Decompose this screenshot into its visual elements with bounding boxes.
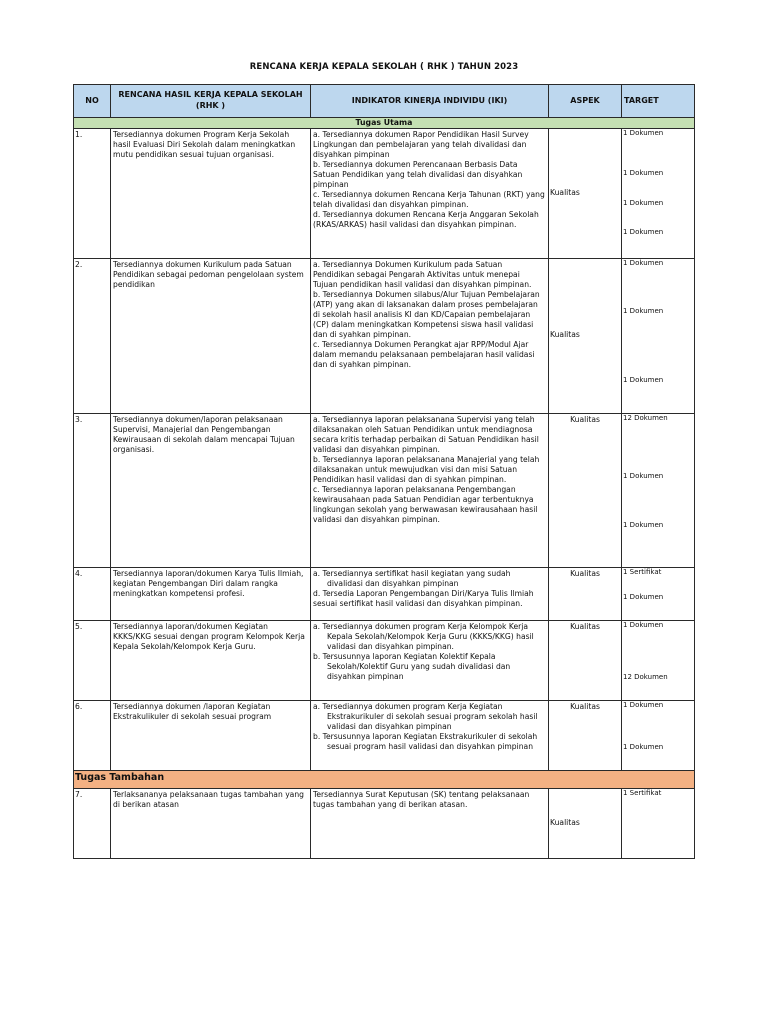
target-value: 1 Dokumen bbox=[623, 259, 664, 268]
table-row bbox=[74, 414, 695, 568]
target-cell bbox=[622, 621, 695, 701]
row-number: 3. bbox=[74, 414, 111, 568]
row-number: 1. bbox=[74, 129, 111, 259]
target-cell bbox=[622, 789, 695, 859]
aspek-cell bbox=[549, 789, 622, 859]
header-aspek: ASPEK bbox=[549, 85, 622, 118]
document-title: RENCANA KERJA KEPALA SEKOLAH ( RHK ) TAHUN 2023 bbox=[249, 62, 519, 72]
iki-item: c. Tersediannya laporan pelaksanana Pengembangan kewirausahaan pada Satuan Pendidian agar terbentuknya lingkungan sekolah yang berwawasan kewirausahaan hasil validasi dan disyahkan pimpinan. bbox=[313, 485, 538, 525]
table-row bbox=[74, 568, 695, 621]
target-value: 1 Sertifikat bbox=[623, 568, 662, 577]
iki-item: b. Tersediannya laporan pelaksanana Manajerial yang telah dilaksanakan untuk mewujudkan visi dan misi Satuan Pendidikan hasil validasi dan di syahkan pimpinan. bbox=[313, 455, 540, 485]
iki-item: c. Tersediannya dokumen Rencana Kerja Tahunan (RKT) yang telah divalidasi dan disyahkan pimpinan. bbox=[313, 190, 545, 210]
aspek-value: Kualitas bbox=[570, 622, 600, 632]
iki-item: a. Tersediannya laporan pelaksanana Supervisi yang telah dilaksanakan oleh Satuan Pendidikan untuk mendiagnosa secara kritis terhadap perbaikan di Satuan Pendidikan hasil validasi dan disyahkan pimpinan. bbox=[313, 415, 539, 455]
iki-item: a. Tersediannya dokumen program Kerja Kelompok Kerja Kepala Sekolah/Kelompok Kerja Guru (KKKS/KKG) hasil validasi dan disyahkan pimpinan. bbox=[313, 622, 534, 652]
aspek-cell bbox=[549, 621, 622, 701]
target-value: 1 Dokumen bbox=[623, 307, 664, 316]
rhk-cell: Tersediannya laporan/dokumen Kegiatan KKKS/KKG sesuai dengan program Kelompok Kerja Kepala Sekolah/Kelompok Kerja Guru. bbox=[111, 621, 311, 701]
iki-item: d. Tersedia Laporan Pengembangan Diri/Karya Tulis Ilmiah sesuai sertifikat hasil validasi dan disyahkan pimpinan. bbox=[313, 589, 534, 609]
target-value: 1 Dokumen bbox=[623, 199, 664, 208]
rhk-cell: Terlaksananya pelaksanaan tugas tambahan yang di berikan atasan bbox=[111, 789, 311, 859]
iki-cell bbox=[311, 129, 549, 259]
aspek-value: Kualitas bbox=[550, 330, 580, 340]
aspek-value: Kualitas bbox=[550, 818, 580, 828]
table-row bbox=[74, 129, 695, 259]
iki-cell bbox=[311, 259, 549, 414]
table-row bbox=[74, 621, 695, 701]
section-label: Tugas Utama bbox=[74, 118, 695, 129]
target-value: 1 Dokumen bbox=[623, 129, 664, 138]
aspek-cell bbox=[549, 568, 622, 621]
target-cell bbox=[622, 701, 695, 771]
iki-cell bbox=[311, 789, 549, 859]
table-row bbox=[74, 259, 695, 414]
iki-item: a. Tersediannya dokumen program Kerja Kegiatan Ekstrakurikuler di sekolah sesuai program sekolah hasil validasi dan disyahkan pimpinan bbox=[313, 702, 538, 732]
iki-item: c. Tersediannya Dokumen Perangkat ajar RPP/Modul Ajar dalam memandu pelaksanaan pembelajaran hasil validasi dan di syahkan pimpinan. bbox=[313, 340, 535, 370]
iki-item: a. Tersediannya Dokumen Kurikulum pada Satuan Pendidikan sebagai Pengarah Aktivitas untuk menepai Tujuan pendidikan hasil validasi dan disyahkan pimpinan. bbox=[313, 260, 532, 290]
iki-item: d. Tersediannya dokumen Rencana Kerja Anggaran Sekolah (RKAS/ARKAS) hasil validasi dan disyahkan pimpinan. bbox=[313, 210, 539, 230]
table-row bbox=[74, 701, 695, 771]
row-number: 5. bbox=[74, 621, 111, 701]
header-target: TARGET bbox=[622, 85, 695, 118]
table-header-row bbox=[74, 85, 695, 118]
target-value: 1 Dokumen bbox=[623, 701, 664, 710]
header-no: NO bbox=[74, 85, 111, 118]
iki-cell bbox=[311, 621, 549, 701]
target-value: 1 Dokumen bbox=[623, 743, 664, 752]
target-cell bbox=[622, 129, 695, 259]
target-value: 12 Dokumen bbox=[623, 673, 668, 682]
aspek-cell bbox=[549, 129, 622, 259]
aspek-cell bbox=[549, 701, 622, 771]
target-value: 1 Sertifikat bbox=[623, 789, 662, 798]
iki-item: Tersediannya Surat Keputusan (SK) tentang pelaksanaan tugas tambahan yang di berikan atasan. bbox=[313, 790, 530, 810]
row-number: 6. bbox=[74, 701, 111, 771]
rhk-table bbox=[73, 84, 695, 859]
target-value: 1 Dokumen bbox=[623, 521, 664, 530]
iki-item: a. Tersediannya sertifikat hasil kegiatan yang sudah divalidasi dan disyahkan pimpinan bbox=[313, 569, 511, 589]
target-value: 1 Dokumen bbox=[623, 621, 664, 630]
target-value: 1 Dokumen bbox=[623, 376, 664, 385]
aspek-value: Kualitas bbox=[570, 415, 600, 425]
aspek-cell bbox=[549, 259, 622, 414]
row-number: 7. bbox=[74, 789, 111, 859]
row-number: 4. bbox=[74, 568, 111, 621]
table-row bbox=[74, 789, 695, 859]
target-cell bbox=[622, 259, 695, 414]
target-value: 1 Dokumen bbox=[623, 228, 664, 237]
iki-cell bbox=[311, 568, 549, 621]
rhk-cell: Tersediannya dokumen/laporan pelaksanaan Supervisi, Manajerial dan Pengembangan Kewirausaan di sekolah dalam mencapai Tujuan organisasi. bbox=[111, 414, 311, 568]
target-cell bbox=[622, 414, 695, 568]
rhk-cell: Tersediannya laporan/dokumen Karya Tulis Ilmiah, kegiatan Pengembangan Diri dalam rangka meningkatkan kompetensi profesi. bbox=[111, 568, 311, 621]
target-cell bbox=[622, 568, 695, 621]
iki-item: b. Tersediannya dokumen Perencanaan Berbasis Data Satuan Pendidikan yang telah divalidasi dan disyahkan pimpinan bbox=[313, 160, 523, 190]
section-tugas-utama bbox=[74, 118, 695, 129]
rhk-cell: Tersediannya dokumen /laporan Kegiatan Ekstrakulikuler di sekolah sesuai program bbox=[111, 701, 311, 771]
iki-cell bbox=[311, 701, 549, 771]
iki-item: b. Tersusunnya laporan Kegiatan Kolektif Kepala Sekolah/Kolektif Guru yang sudah divalidasi dan disyahkan pimpinan bbox=[313, 652, 511, 682]
rhk-cell: Tersediannya dokumen Kurikulum pada Satuan Pendidikan sebagai pedoman pengelolaan system pendidikan bbox=[111, 259, 311, 414]
header-rhk: RENCANA HASIL KERJA KEPALA SEKOLAH (RHK ) bbox=[111, 85, 311, 118]
aspek-value: Kualitas bbox=[550, 188, 580, 198]
iki-cell bbox=[311, 414, 549, 568]
target-value: 12 Dokumen bbox=[623, 414, 668, 423]
target-value: 1 Dokumen bbox=[623, 169, 664, 178]
row-number: 2. bbox=[74, 259, 111, 414]
iki-item: b. Tersediannya Dokumen silabus/Alur Tujuan Pembelajaran (ATP) yang akan di laksanakan dalam proses pembelajaran di sekolah hasil analisis KI dan KD/Capaian pembelajaran (CP) dalam meningkatkan Kompetensi siswa hasil validasi dan di syahkan pimpinan. bbox=[313, 290, 540, 340]
target-value: 1 Dokumen bbox=[623, 472, 664, 481]
section-tugas-tambahan bbox=[74, 771, 695, 789]
rhk-cell: Tersediannya dokumen Program Kerja Sekolah hasil Evaluasi Diri Sekolah dalam meningkatkan mutu pendidikan sesuai tujuan organisasi. bbox=[111, 129, 311, 259]
section-label: Tugas Tambahan bbox=[74, 771, 695, 789]
aspek-value: Kualitas bbox=[570, 702, 600, 712]
target-value: 1 Dokumen bbox=[623, 593, 664, 602]
header-iki: INDIKATOR KINERJA INDIVIDU (IKI) bbox=[311, 85, 549, 118]
iki-item: a. Tersediannya dokumen Rapor Pendidikan Hasil Survey Lingkungan dan pembelajaran yang telah divalidasi dan disyahkan pimpinan bbox=[313, 130, 529, 160]
iki-item: b. Tersusunnya laporan Kegiatan Ekstrakurikuler di sekolah sesuai program hasil validasi dan disyahkan pimpinan bbox=[313, 732, 538, 752]
aspek-cell bbox=[549, 414, 622, 568]
aspek-value: Kualitas bbox=[570, 569, 600, 579]
